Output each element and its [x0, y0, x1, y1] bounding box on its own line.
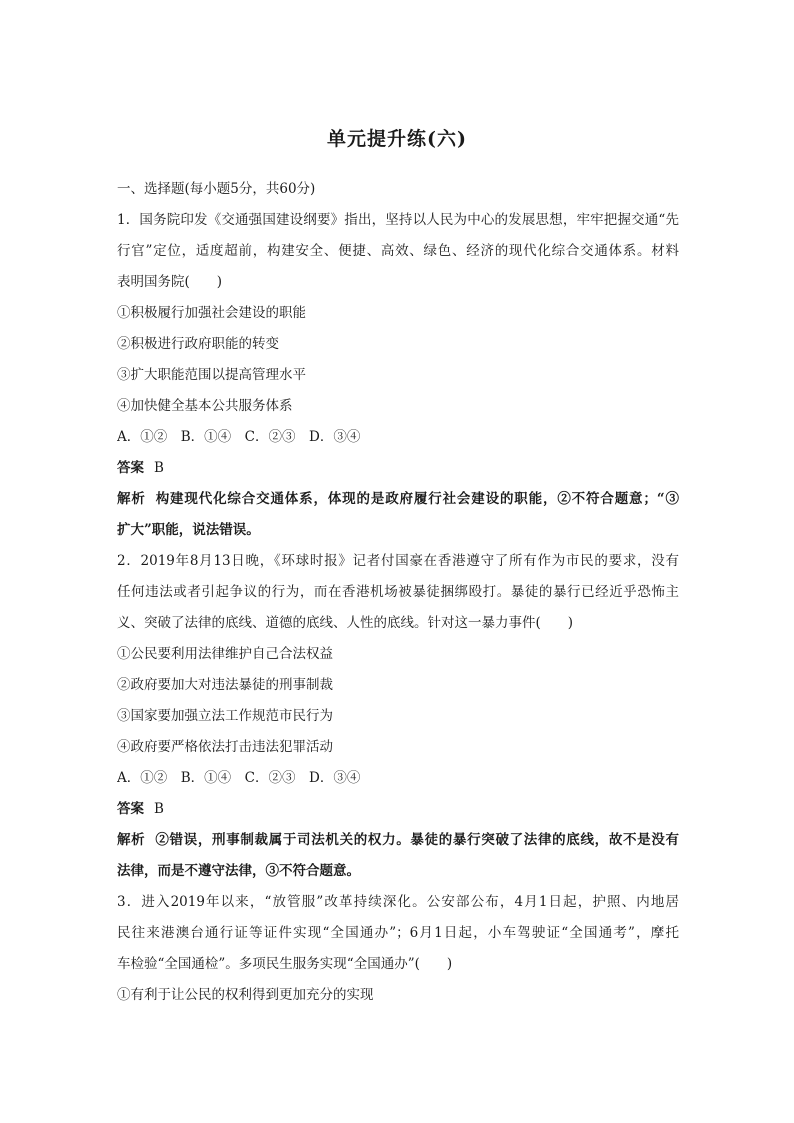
q1-analysis-text-1: 构建现代化综合交通体系，体现的是政府履行社会建设的职能，②不符合题意；“③ [155, 491, 679, 507]
q2-option-4: ④政府要严格依法打击违法犯罪活动 [117, 739, 333, 755]
q1-option-1: ①积极履行加强社会建设的职能 [117, 305, 306, 321]
q1-analysis-label: 解析 [117, 491, 146, 507]
q1-choices: A．①② B．①④ C．②③ D．③④ [117, 429, 361, 445]
q2-analysis-text-1: ②错误，刑事制裁属于司法机关的权力。暴徒的暴行突破了法律的底线，故不是没有 [155, 832, 679, 848]
q3-stem-line-1: 3．进入2019年以来，“放管服”改革持续深化。公安部公布，4月1日起，护照、内地居 [117, 894, 679, 910]
q1-stem-line-2: 行官”定位，适度超前，构建安全、便捷、高效、绿色、经济的现代化综合交通体系。材料 [117, 243, 679, 259]
page-title: 单元提升练(六) [327, 128, 467, 150]
q3-option-1: ①有利于让公民的权利得到更加充分的实现 [117, 987, 374, 1003]
q3-stem-line-2: 民往来港澳台通行证等证件实现“全国通办”；6月1日起，小车驾驶证“全国通考”，摩托 [117, 925, 679, 941]
q2-option-2: ②政府要加大对违法暴徒的刑事制裁 [117, 677, 333, 693]
q1-analysis-line-1 [117, 490, 679, 508]
q2-stem-line-1: 2．2019年8月13日晚，《环球时报》记者付国豪在香港遵守了所有作为市民的要求，没有 [117, 553, 679, 569]
q1-answer-label: 答案 [117, 460, 144, 476]
q2-answer [117, 800, 679, 818]
q2-analysis-line-2: 法律，而是不遵守法律，③不符合题意。 [117, 863, 360, 879]
q2-option-3: ③国家要加强立法工作规范市民行为 [117, 708, 333, 724]
q2-answer-value: B [154, 801, 164, 817]
q1-answer-value: B [154, 460, 164, 476]
q1-option-3: ③扩大职能范围以提高管理水平 [117, 367, 306, 383]
q2-stem-line-3: 义、突破了法律的底线、道德的底线、人性的底线。针对这一暴力事件( ) [117, 615, 574, 631]
q1-option-4: ④加快健全基本公共服务体系 [117, 398, 293, 414]
q2-analysis-line-1 [117, 831, 679, 849]
q3-stem-line-3: 车检验“全国通检”。多项民生服务实现“全国通办”( ) [117, 956, 453, 972]
q1-stem-line-3: 表明国务院( ) [117, 274, 223, 290]
section-header: 一、选择题(每小题5分，共60分) [117, 181, 316, 197]
q2-answer-label: 答案 [117, 801, 144, 817]
q1-stem-line-1: 1．国务院印发《交通强国建设纲要》指出，坚持以人民为中心的发展思想，牢牢把握交通“先 [117, 212, 679, 228]
q2-analysis-label: 解析 [117, 832, 146, 848]
q1-analysis-line-2: 扩大”职能，说法错误。 [117, 522, 260, 538]
q2-stem-line-2: 任何违法或者引起争议的行为，而在香港机场被暴徒捆绑殴打。暴徒的暴行已经近乎恐怖主 [117, 584, 679, 600]
q1-option-2: ②积极进行政府职能的转变 [117, 336, 279, 352]
q1-answer [117, 459, 679, 477]
q2-option-1: ①公民要利用法律维护自己合法权益 [117, 646, 333, 662]
q2-choices: A．①② B．①④ C．②③ D．③④ [117, 770, 361, 786]
